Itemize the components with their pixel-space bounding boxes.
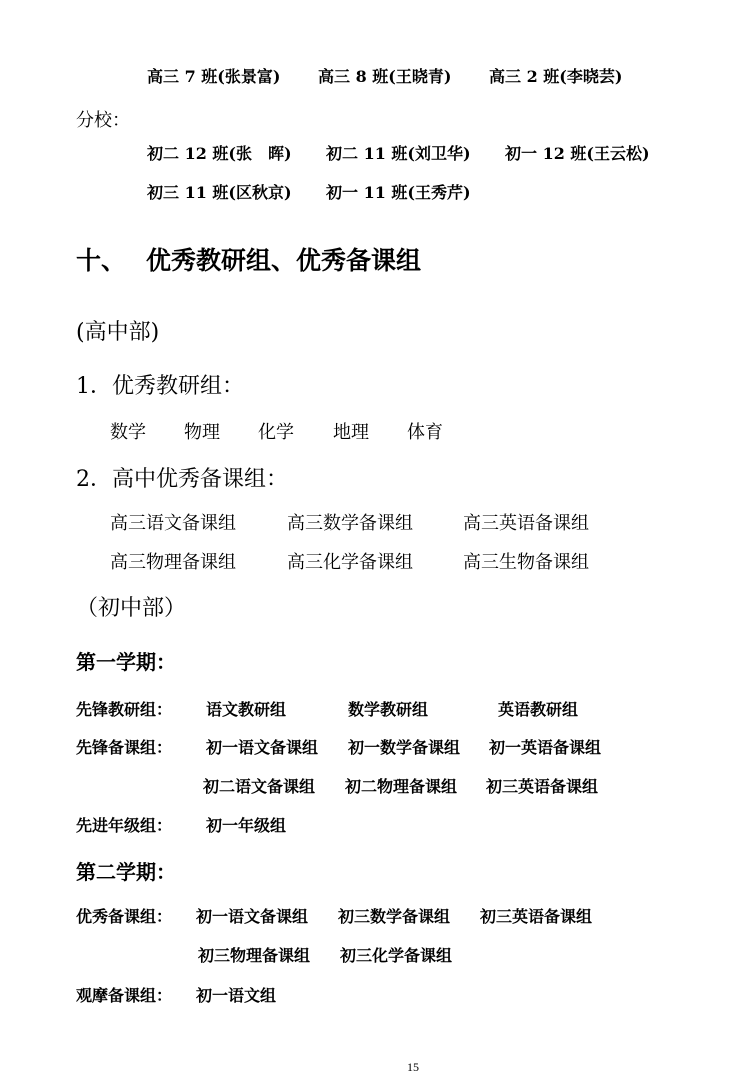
junior-heading: （初中部） (76, 596, 187, 621)
prep-group: 初三英语备课组 (486, 777, 599, 796)
class-award: 高三 2 班(李晓芸) (489, 67, 623, 86)
research-group: 地理 (333, 422, 369, 443)
senior-item2-title: 2．高中优秀备课组： (76, 467, 288, 492)
prep-group: 初一英语备课组 (489, 738, 602, 757)
class-award: 初二 11 班(刘卫华) (326, 144, 471, 163)
term1-title: 第一学期： (76, 650, 176, 674)
prep-group: 高三语文备课组 (110, 513, 236, 534)
page-number: 15 (407, 1060, 419, 1074)
grade-group: 初一年级组 (206, 816, 287, 835)
pioneer-research-label: 先锋教研组： (76, 700, 173, 719)
class-award: 初一 12 班(王云松) (505, 144, 650, 163)
prep-group: 高三数学备课组 (287, 513, 413, 534)
prep-group: 初三化学备课组 (340, 946, 453, 965)
research-group: 数学教研组 (348, 700, 429, 719)
prep-group: 初二语文备课组 (203, 777, 316, 796)
prep-group: 初三数学备课组 (338, 907, 451, 926)
senior-item1-title: 1．优秀教研组： (76, 374, 244, 399)
prep-group: 初一语文备课组 (206, 738, 319, 757)
prep-group: 高三英语备课组 (463, 513, 589, 534)
pioneer-prep-label: 先锋备课组： (76, 738, 173, 757)
prep-group: 初一语文备课组 (196, 907, 309, 926)
observe-group: 初一语文组 (196, 986, 277, 1005)
prep-group: 初三物理备课组 (198, 946, 311, 965)
observe-label: 观摩备课组： (76, 986, 173, 1005)
research-group: 体育 (407, 422, 443, 443)
research-group: 化学 (258, 422, 294, 443)
research-group: 物理 (184, 422, 220, 443)
class-award: 初二 12 班(张 晖) (147, 144, 292, 163)
class-award: 初三 11 班(区秋京) (147, 183, 292, 202)
prep-group: 高三化学备课组 (287, 552, 413, 573)
senior-heading: (高中部) (76, 320, 160, 345)
branch-label: 分校： (76, 110, 130, 131)
research-group: 语文教研组 (206, 700, 287, 719)
prep-group: 初三英语备课组 (480, 907, 593, 926)
advanced-grade-label: 先进年级组： (76, 816, 173, 835)
prep-group: 高三物理备课组 (110, 552, 236, 573)
research-group: 英语教研组 (498, 700, 579, 719)
section-title: 优秀教研组、优秀备课组 (146, 246, 422, 275)
prep-group: 高三生物备课组 (463, 552, 589, 573)
research-group: 数学 (110, 422, 146, 443)
excellent-prep-label: 优秀备课组： (76, 907, 173, 926)
class-award: 高三 8 班(王晓青) (318, 67, 452, 86)
prep-group: 初二物理备课组 (345, 777, 458, 796)
section-number: 十、 (76, 246, 127, 275)
term2-title: 第二学期： (76, 860, 176, 884)
prep-group: 初一数学备课组 (348, 738, 461, 757)
class-award: 高三 7 班(张景富) (147, 67, 281, 86)
class-award: 初一 11 班(王秀芹) (326, 183, 471, 202)
